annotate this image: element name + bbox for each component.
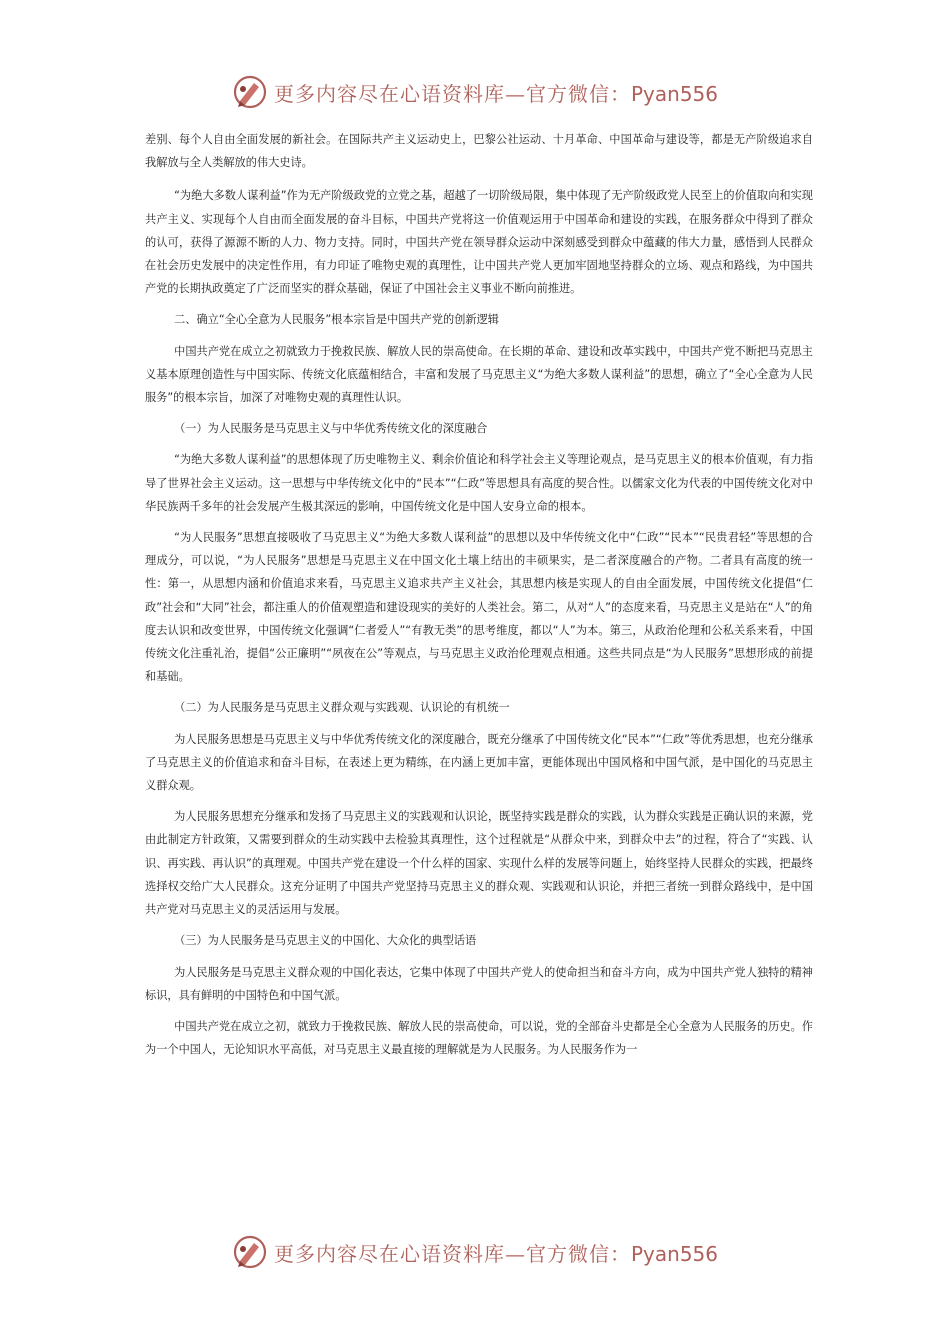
header-watermark-banner xyxy=(0,72,950,112)
paragraph: “为绝大多数人谋利益”作为无产阶级政党的立党之基，超越了一切阶级局限，集中体现了无产阶级政党人民至上的价值取向和实现共产主义、实现每个人自由而全面发展的奋斗目标，中国共产党将这一价值观运用于中国革命和建设的实践，在服务群众中得到了群众的认可，获得了源源不断的人力、物力支持。同时，中国共产党在领导群众运动中深刻感受到群众中蕴藏的伟大力量，感悟到人民群众在社会历史发展中的决定性作用，有力印证了唯物史观的真理性，让中国共产党人更加牢固地坚持群众的立场、观点和路线，为中国共产党的长期执政奠定了广泛而坚实的群众基础，保证了中国社会主义事业不断向前推进。 xyxy=(145,189,813,296)
banner-slogan: 更多内容尽在心语资料库—官方微信： xyxy=(273,81,631,106)
subsection-heading: （三）为人民服务是马克思主义的中国化、大众化的典型话语 xyxy=(174,934,477,948)
document-body xyxy=(145,128,813,1069)
subsection-heading: （二）为人民服务是马克思主义群众观与实践观、认识论的有机统一 xyxy=(174,701,510,715)
footer-watermark-banner xyxy=(0,1232,950,1272)
banner-slogan: 更多内容尽在心语资料库—官方微信： xyxy=(273,1241,631,1266)
paragraph: “为绝大多数人谋利益”的思想体现了历史唯物主义、剩余价值论和科学社会主义等理论观点，是马克思主义的根本价值观，有力指导了世界社会主义运动。这一思想与中华传统文化中的“民本”“仁政”等思想具有高度的契合性。以儒家文化为代表的中国传统文化对中华民族两千多年的社会发展产生极其深远的影响，中国传统文化是中国人安身立命的根本。 xyxy=(145,453,813,513)
paragraph: 中国共产党在成立之初就致力于挽救民族、解放人民的崇高使命。在长期的革命、建设和改革实践中，中国共产党不断把马克思主义基本原理创造性与中国实际、传统文化底蕴相结合，丰富和发展了马克思主义“为绝大多数人谋利益”的思想，确立了“全心全意为人民服务”的根本宗旨，加深了对唯物史观的真理性认识。 xyxy=(145,344,813,405)
paragraph: 为人民服务是马克思主义群众观的中国化表达，它集中体现了中国共产党人的使命担当和奋斗方向，成为中国共产党人独特的精神标识，具有鲜明的中国特色和中国气派。 xyxy=(145,965,813,1002)
paragraph: “为人民服务”思想直接吸收了马克思主义“为绝大多数人谋利益”的思想以及中华传统文化中“仁政”“民本”“民贵君轻”等思想的合理成分，可以说，“为人民服务”思想是马克思主义在中国文化土壤上结出的丰硕果实，是二者深度融合的产物。二者具有高度的统一性：第一，从思想内涵和价值追求来看，马克思主义追求共产主义社会，其思想内核是实现人的自由全面发展，中国传统文化提倡“仁政”社会和“大同”社会，都注重人的价值观塑造和建设现实的美好的人类社会。第二，从对“人”的态度来看，马克思主义是站在“人”的角度去认识和改变世界，中国传统文化强调“仁者爱人”“有教无类”的思考维度，都以“人”为本。第三，从政治伦理和公私关系来看，中国传统文化注重礼治，提倡“公正廉明”“夙夜在公”等观点，与马克思主义政治伦理观点相通。这些共同点是“为人民服务”思想形成的前提和基础。 xyxy=(145,531,813,684)
section-heading: 二、确立“全心全意为人民服务”根本宗旨是中国共产党的创新逻辑 xyxy=(174,313,499,327)
banner-wechat-id: Pyan556 xyxy=(630,1241,718,1266)
banner-wechat-id: Pyan556 xyxy=(630,81,718,106)
paragraph: 为人民服务思想充分继承和发扬了马克思主义的实践观和认识论，既坚持实践是群众的实践，认为群众实践是正确认识的来源，党由此制定方针政策，又需要到群众的生动实践中去检验其真理性，这个过程就是“从群众中来，到群众中去”的过程，符合了“实践、认识、再实践、再认识”的真理观。中国共产党在建设一个什么样的国家、实现什么样的发展等问题上，始终坚持人民群众的实践，把最终选择权交给广大人民群众。这充分证明了中国共产党坚持马克思主义的群众观、实践观和认识论，并把三者统一到群众路线中，是中国共产党对马克思主义的灵活运用与发展。 xyxy=(145,810,813,917)
paragraph: 中国共产党在成立之初，就致力于挽救民族、解放人民的崇高使命，可以说，党的全部奋斗史都是全心全意为人民服务的历史。作为一个中国人，无论知识水平高低，对马克思主义最直接的理解就是为人民服务。为人民服务作为一 xyxy=(145,1019,813,1057)
pen-seal-logo-icon xyxy=(232,1234,268,1270)
subsection-heading: （一）为人民服务是马克思主义与中华优秀传统文化的深度融合 xyxy=(174,422,488,436)
paragraph: 差别、每个人自由全面发展的新社会。在国际共产主义运动史上，巴黎公社运动、十月革命、中国革命与建设等，都是无产阶级追求自我解放与全人类解放的伟大史诗。 xyxy=(145,133,813,170)
pen-seal-logo-icon xyxy=(232,74,268,110)
banner-text xyxy=(274,78,718,107)
paragraph: 为人民服务思想是马克思主义与中华优秀传统文化的深度融合，既充分继承了中国传统文化“民本”“仁政”等优秀思想，也充分继承了马克思主义的价值追求和奋斗目标，在表述上更为精练，在内涵上更加丰富，更能体现出中国风格和中国气派，是中国化的马克思主义群众观。 xyxy=(145,732,813,793)
banner-text xyxy=(274,1238,718,1267)
